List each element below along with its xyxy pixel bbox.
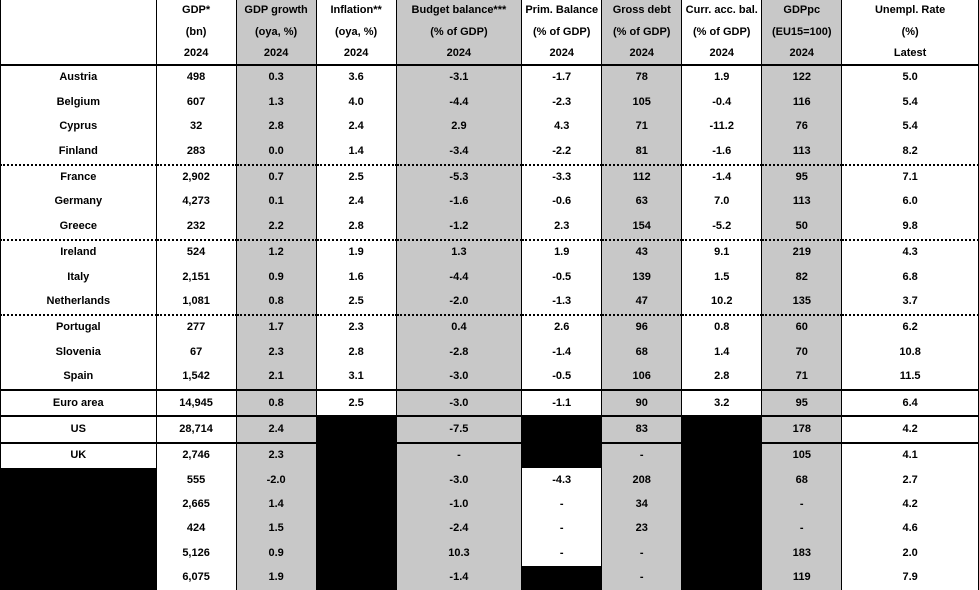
table-cell: 32 bbox=[156, 115, 236, 139]
table-cell: 1.5 bbox=[236, 517, 316, 541]
row-country-label: Slovenia bbox=[1, 340, 157, 364]
table-cell: 28,714 bbox=[156, 416, 236, 442]
table-cell: 4.2 bbox=[842, 416, 979, 442]
table-cell: -2.0 bbox=[236, 468, 316, 492]
table-cell: 82 bbox=[762, 265, 842, 289]
table-cell: -2.3 bbox=[522, 90, 602, 114]
table-cell: 96 bbox=[602, 315, 682, 340]
table-cell: -1.2 bbox=[396, 214, 522, 239]
table-cell: -0.4 bbox=[682, 90, 762, 114]
table-row bbox=[1, 265, 979, 289]
table-cell: 555 bbox=[156, 468, 236, 492]
table-cell: 78 bbox=[602, 65, 682, 90]
row-country-label: Italy bbox=[1, 265, 157, 289]
table-row bbox=[1, 416, 979, 442]
header-cell-country bbox=[1, 22, 157, 43]
table-cell: 0.9 bbox=[236, 541, 316, 565]
table-cell: -1.3 bbox=[522, 290, 602, 315]
table-cell: 2.9 bbox=[396, 115, 522, 139]
table-cell: 6.0 bbox=[842, 190, 979, 214]
header-cell-col-8: 2024 bbox=[762, 43, 842, 65]
table-cell bbox=[316, 468, 396, 492]
table-cell: 277 bbox=[156, 315, 236, 340]
table-cell: -4.4 bbox=[396, 265, 522, 289]
header-cell-col-1: GDP* bbox=[156, 0, 236, 22]
table-cell: 95 bbox=[762, 165, 842, 190]
table-cell: 11.5 bbox=[842, 365, 979, 390]
table-cell: 68 bbox=[762, 468, 842, 492]
header-cell-col-3: Inflation** bbox=[316, 0, 396, 22]
table-header-row-2 bbox=[1, 22, 979, 43]
row-country-label: Ireland bbox=[1, 240, 157, 265]
table-cell: 4,273 bbox=[156, 190, 236, 214]
table-cell: 2.4 bbox=[316, 190, 396, 214]
row-country-label: Portugal bbox=[1, 315, 157, 340]
header-cell-col-2: (oya, %) bbox=[236, 22, 316, 43]
header-cell-col-6: Gross debt bbox=[602, 0, 682, 22]
table-cell: 283 bbox=[156, 139, 236, 164]
table-cell: 4.3 bbox=[842, 240, 979, 265]
table-cell: -4.4 bbox=[396, 90, 522, 114]
table-row bbox=[1, 468, 979, 492]
header-cell-col-3: (oya, %) bbox=[316, 22, 396, 43]
table-cell bbox=[682, 443, 762, 468]
table-cell: 154 bbox=[602, 214, 682, 239]
table-row bbox=[1, 90, 979, 114]
table-cell: 178 bbox=[762, 416, 842, 442]
table-cell bbox=[682, 566, 762, 590]
table-cell: -3.0 bbox=[396, 365, 522, 390]
table-cell: 10.3 bbox=[396, 541, 522, 565]
table-cell: 2.4 bbox=[236, 416, 316, 442]
table-cell: 76 bbox=[762, 115, 842, 139]
row-country-label: Euro area bbox=[1, 390, 157, 416]
table-cell: -1.4 bbox=[396, 566, 522, 590]
table-cell: -0.6 bbox=[522, 190, 602, 214]
table-cell: - bbox=[602, 443, 682, 468]
table-cell: 106 bbox=[602, 365, 682, 390]
table-row bbox=[1, 315, 979, 340]
table-cell: 105 bbox=[762, 443, 842, 468]
row-country-label: Finland bbox=[1, 139, 157, 164]
row-country-label: Belgium bbox=[1, 90, 157, 114]
table-cell: 14,945 bbox=[156, 390, 236, 416]
table-cell: 2.7 bbox=[842, 468, 979, 492]
table-cell: 2.3 bbox=[236, 443, 316, 468]
header-cell-col-9: Latest bbox=[842, 43, 979, 65]
row-country-label bbox=[1, 541, 157, 565]
table-cell: 47 bbox=[602, 290, 682, 315]
table-cell: 2.8 bbox=[236, 115, 316, 139]
table-cell: 10.8 bbox=[842, 340, 979, 364]
row-country-label: UK bbox=[1, 443, 157, 468]
row-country-label: Cyprus bbox=[1, 115, 157, 139]
header-cell-col-2: 2024 bbox=[236, 43, 316, 65]
table-cell: 524 bbox=[156, 240, 236, 265]
header-cell-col-5: Prim. Balance bbox=[522, 0, 602, 22]
table-cell bbox=[316, 493, 396, 517]
table-cell: -11.2 bbox=[682, 115, 762, 139]
row-country-label bbox=[1, 517, 157, 541]
table-cell: -1.6 bbox=[682, 139, 762, 164]
table-cell: 0.9 bbox=[236, 265, 316, 289]
table-cell: -0.5 bbox=[522, 265, 602, 289]
table-cell: -3.3 bbox=[522, 165, 602, 190]
table-cell: -1.7 bbox=[522, 65, 602, 90]
header-cell-col-7: (% of GDP) bbox=[682, 22, 762, 43]
table-row bbox=[1, 240, 979, 265]
table-cell: 2.3 bbox=[316, 315, 396, 340]
header-cell-col-6: (% of GDP) bbox=[602, 22, 682, 43]
table-cell: 122 bbox=[762, 65, 842, 90]
table-cell: 3.2 bbox=[682, 390, 762, 416]
table-cell: -5.2 bbox=[682, 214, 762, 239]
row-country-label bbox=[1, 468, 157, 492]
table-cell: 6.2 bbox=[842, 315, 979, 340]
table-cell: 2.2 bbox=[236, 214, 316, 239]
header-cell-col-4: 2024 bbox=[396, 43, 522, 65]
table-cell: 135 bbox=[762, 290, 842, 315]
table-cell: 95 bbox=[762, 390, 842, 416]
table-cell: -7.5 bbox=[396, 416, 522, 442]
table-cell: 70 bbox=[762, 340, 842, 364]
table-cell: 2.5 bbox=[316, 290, 396, 315]
table-cell: 5.4 bbox=[842, 115, 979, 139]
table-cell bbox=[316, 443, 396, 468]
table-cell: 1.9 bbox=[522, 240, 602, 265]
table-cell: 183 bbox=[762, 541, 842, 565]
table-cell: 1.6 bbox=[316, 265, 396, 289]
table-cell: 7.1 bbox=[842, 165, 979, 190]
table-row bbox=[1, 190, 979, 214]
table-row bbox=[1, 290, 979, 315]
table-cell: 2.8 bbox=[316, 340, 396, 364]
row-country-label: Netherlands bbox=[1, 290, 157, 315]
table-cell: 1.2 bbox=[236, 240, 316, 265]
table-cell: 498 bbox=[156, 65, 236, 90]
table-cell: 6,075 bbox=[156, 566, 236, 590]
header-cell-country bbox=[1, 43, 157, 65]
table-cell: 1.3 bbox=[396, 240, 522, 265]
table-cell: 139 bbox=[602, 265, 682, 289]
table-cell: 3.7 bbox=[842, 290, 979, 315]
table-cell: 2.3 bbox=[522, 214, 602, 239]
table-cell: 10.2 bbox=[682, 290, 762, 315]
table-cell: 2,665 bbox=[156, 493, 236, 517]
header-cell-col-7: 2024 bbox=[682, 43, 762, 65]
table-row bbox=[1, 541, 979, 565]
table-cell: 1.9 bbox=[236, 566, 316, 590]
table-cell: 4.3 bbox=[522, 115, 602, 139]
table-cell bbox=[522, 566, 602, 590]
table-cell: 2,151 bbox=[156, 265, 236, 289]
table-cell: 208 bbox=[602, 468, 682, 492]
table-cell: 8.2 bbox=[842, 139, 979, 164]
table-row bbox=[1, 65, 979, 90]
table-cell: 4.1 bbox=[842, 443, 979, 468]
table-header-row-3 bbox=[1, 43, 979, 65]
table-cell: 1.5 bbox=[682, 265, 762, 289]
table-cell: 0.8 bbox=[236, 290, 316, 315]
row-country-label bbox=[1, 566, 157, 590]
table-cell: 113 bbox=[762, 139, 842, 164]
table-cell: 81 bbox=[602, 139, 682, 164]
table-cell: 607 bbox=[156, 90, 236, 114]
header-cell-col-9: Unempl. Rate bbox=[842, 0, 979, 22]
table-row bbox=[1, 214, 979, 239]
row-country-label: US bbox=[1, 416, 157, 442]
table-row bbox=[1, 165, 979, 190]
table-cell: - bbox=[602, 541, 682, 565]
table-cell: 6.4 bbox=[842, 390, 979, 416]
table-cell: 50 bbox=[762, 214, 842, 239]
table-cell: 0.8 bbox=[682, 315, 762, 340]
table-cell: 105 bbox=[602, 90, 682, 114]
table-cell: -3.1 bbox=[396, 65, 522, 90]
table-cell: 1.4 bbox=[682, 340, 762, 364]
table-cell: 424 bbox=[156, 517, 236, 541]
table-row bbox=[1, 139, 979, 164]
header-cell-col-8: GDPpc bbox=[762, 0, 842, 22]
table-cell: 2.3 bbox=[236, 340, 316, 364]
table-cell: -3.4 bbox=[396, 139, 522, 164]
table-cell: 1.4 bbox=[316, 139, 396, 164]
table-cell: 2,902 bbox=[156, 165, 236, 190]
table-cell: -0.5 bbox=[522, 365, 602, 390]
table-cell: -4.3 bbox=[522, 468, 602, 492]
table-cell: 4.0 bbox=[316, 90, 396, 114]
table-cell bbox=[316, 517, 396, 541]
table-cell: 2.0 bbox=[842, 541, 979, 565]
table-row bbox=[1, 443, 979, 468]
table-cell: 23 bbox=[602, 517, 682, 541]
table-cell: 0.7 bbox=[236, 165, 316, 190]
table-cell: -2.2 bbox=[522, 139, 602, 164]
table-cell: -2.0 bbox=[396, 290, 522, 315]
table-cell: 71 bbox=[762, 365, 842, 390]
table-row bbox=[1, 493, 979, 517]
table-cell: -3.0 bbox=[396, 468, 522, 492]
table-cell: - bbox=[522, 541, 602, 565]
header-cell-col-4: (% of GDP) bbox=[396, 22, 522, 43]
table-cell: 1.3 bbox=[236, 90, 316, 114]
row-country-label: Germany bbox=[1, 190, 157, 214]
table-cell: - bbox=[602, 566, 682, 590]
header-cell-country bbox=[1, 0, 157, 22]
header-cell-col-6: 2024 bbox=[602, 43, 682, 65]
row-country-label: Greece bbox=[1, 214, 157, 239]
table-cell bbox=[682, 517, 762, 541]
table-cell: 219 bbox=[762, 240, 842, 265]
table-cell bbox=[682, 416, 762, 442]
table-cell: 2.6 bbox=[522, 315, 602, 340]
table-body bbox=[1, 0, 979, 590]
table-cell bbox=[316, 416, 396, 442]
table-cell: -1.1 bbox=[522, 390, 602, 416]
table-cell: 1.4 bbox=[236, 493, 316, 517]
row-country-label: France bbox=[1, 165, 157, 190]
row-country-label bbox=[1, 493, 157, 517]
table-cell: 0.0 bbox=[236, 139, 316, 164]
table-cell: 34 bbox=[602, 493, 682, 517]
table-cell: 1,542 bbox=[156, 365, 236, 390]
table-cell: 5.0 bbox=[842, 65, 979, 90]
row-country-label: Spain bbox=[1, 365, 157, 390]
table-cell: 5,126 bbox=[156, 541, 236, 565]
table-cell: - bbox=[396, 443, 522, 468]
table-cell: 2.4 bbox=[316, 115, 396, 139]
table-cell bbox=[316, 541, 396, 565]
table-cell: - bbox=[762, 517, 842, 541]
table-cell: 1.9 bbox=[316, 240, 396, 265]
header-cell-col-7: Curr. acc. bal. bbox=[682, 0, 762, 22]
header-cell-col-4: Budget balance*** bbox=[396, 0, 522, 22]
table-row bbox=[1, 566, 979, 590]
table-cell: 2.1 bbox=[236, 365, 316, 390]
table-cell: 9.1 bbox=[682, 240, 762, 265]
table-cell: 7.9 bbox=[842, 566, 979, 590]
table-cell: 0.4 bbox=[396, 315, 522, 340]
table-cell: 1.7 bbox=[236, 315, 316, 340]
table-row bbox=[1, 365, 979, 390]
table-cell bbox=[682, 493, 762, 517]
table-cell bbox=[522, 416, 602, 442]
table-cell: -1.4 bbox=[522, 340, 602, 364]
table-cell: 63 bbox=[602, 190, 682, 214]
table-cell: 90 bbox=[602, 390, 682, 416]
table-cell: 60 bbox=[762, 315, 842, 340]
table-cell: 67 bbox=[156, 340, 236, 364]
table-cell: 0.3 bbox=[236, 65, 316, 90]
table-cell: -1.0 bbox=[396, 493, 522, 517]
table-cell: 0.8 bbox=[236, 390, 316, 416]
table-cell: 9.8 bbox=[842, 214, 979, 239]
table-row bbox=[1, 517, 979, 541]
table-cell bbox=[682, 541, 762, 565]
table-cell: - bbox=[762, 493, 842, 517]
table-cell: -1.4 bbox=[682, 165, 762, 190]
header-cell-col-9: (%) bbox=[842, 22, 979, 43]
table-cell: -5.3 bbox=[396, 165, 522, 190]
header-cell-col-1: (bn) bbox=[156, 22, 236, 43]
table-cell: 2.5 bbox=[316, 390, 396, 416]
row-country-label: Austria bbox=[1, 65, 157, 90]
table-cell: 2,746 bbox=[156, 443, 236, 468]
table-cell: 4.6 bbox=[842, 517, 979, 541]
table-cell bbox=[522, 443, 602, 468]
table-cell: 4.2 bbox=[842, 493, 979, 517]
table-cell: 2.8 bbox=[682, 365, 762, 390]
table-cell: - bbox=[522, 517, 602, 541]
header-cell-col-5: 2024 bbox=[522, 43, 602, 65]
table-cell: 71 bbox=[602, 115, 682, 139]
table-row bbox=[1, 115, 979, 139]
table-cell: 7.0 bbox=[682, 190, 762, 214]
table-cell: 1,081 bbox=[156, 290, 236, 315]
table-cell: 3.6 bbox=[316, 65, 396, 90]
table-row bbox=[1, 340, 979, 364]
table-cell: 119 bbox=[762, 566, 842, 590]
table-cell: 2.8 bbox=[316, 214, 396, 239]
table-cell: 116 bbox=[762, 90, 842, 114]
table-cell bbox=[682, 468, 762, 492]
header-cell-col-5: (% of GDP) bbox=[522, 22, 602, 43]
header-cell-col-1: 2024 bbox=[156, 43, 236, 65]
table-cell: -2.4 bbox=[396, 517, 522, 541]
table-cell: -1.6 bbox=[396, 190, 522, 214]
table-cell: 43 bbox=[602, 240, 682, 265]
table-cell: -2.8 bbox=[396, 340, 522, 364]
table-cell: 112 bbox=[602, 165, 682, 190]
header-cell-col-2: GDP growth bbox=[236, 0, 316, 22]
table-cell: 5.4 bbox=[842, 90, 979, 114]
table-cell: 2.5 bbox=[316, 165, 396, 190]
table-cell: - bbox=[522, 493, 602, 517]
table-cell: -3.0 bbox=[396, 390, 522, 416]
table-cell bbox=[316, 566, 396, 590]
header-cell-col-3: 2024 bbox=[316, 43, 396, 65]
table-cell: 83 bbox=[602, 416, 682, 442]
table-header-row-1 bbox=[1, 0, 979, 22]
table-cell: 1.9 bbox=[682, 65, 762, 90]
table-cell: 68 bbox=[602, 340, 682, 364]
table-row bbox=[1, 390, 979, 416]
table-cell: 6.8 bbox=[842, 265, 979, 289]
table-cell: 232 bbox=[156, 214, 236, 239]
header-cell-col-8: (EU15=100) bbox=[762, 22, 842, 43]
table-cell: 3.1 bbox=[316, 365, 396, 390]
table-cell: 113 bbox=[762, 190, 842, 214]
table-cell: 0.1 bbox=[236, 190, 316, 214]
